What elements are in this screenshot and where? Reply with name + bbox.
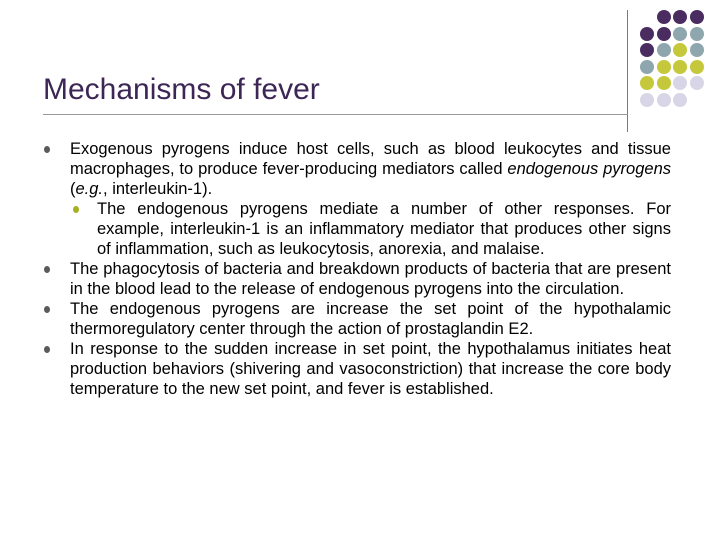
decorative-dot	[690, 60, 704, 74]
decorative-dot	[657, 93, 671, 107]
bullet-item	[43, 339, 671, 399]
decorative-dot	[657, 60, 671, 74]
decorative-dot	[657, 10, 671, 24]
dot-grid-decoration	[640, 10, 710, 110]
decorative-dot	[673, 76, 687, 90]
decorative-dot	[673, 27, 687, 41]
decorative-dot	[640, 93, 654, 107]
decorative-dot	[657, 27, 671, 41]
decorative-dot	[673, 93, 687, 107]
decorative-dot	[657, 43, 671, 57]
bullet-dot-icon	[44, 346, 50, 353]
decorative-dot	[640, 43, 654, 57]
decorative-dot	[690, 76, 704, 90]
decorative-dot	[673, 43, 687, 57]
bullet-text: In response to the sudden increase in set point, the hypothalamus initiates heat production behaviors (shivering and vasoconstriction) that increase the core body temperature to the new set point, and fever is established.	[70, 340, 671, 398]
decorative-dot	[690, 27, 704, 41]
title-underline	[43, 114, 628, 115]
bullet-dot-icon	[44, 266, 50, 273]
decorative-dot	[640, 76, 654, 90]
bullet-dot-icon	[44, 146, 50, 153]
bullet-text: Exogenous pyrogens induce host cells, such as blood leukocytes and tissue macrophages, to produce fever-producing mediators called endogenous pyrogens (e.g., interleukin-1).	[70, 140, 671, 198]
decorative-dot	[690, 43, 704, 57]
decorative-dot	[673, 10, 687, 24]
bullet-item	[43, 139, 671, 259]
sub-bullet-list	[70, 199, 671, 259]
sub-bullet-text: The endogenous pyrogens mediate a number of other responses. For example, interleukin-1 is an inflammatory mediator that produces other signs of inflammation, such as leukocytosis, anorexia, and malaise.	[97, 200, 671, 258]
decorative-dot	[640, 27, 654, 41]
bullet-text: The phagocytosis of bacteria and breakdown products of bacteria that are present in the blood lead to the release of endogenous pyrogens into the circulation.	[70, 260, 671, 298]
decorative-dot	[657, 76, 671, 90]
sub-bullet-item	[70, 199, 671, 259]
bullet-dot-icon	[44, 306, 50, 313]
decorative-dot	[690, 10, 704, 24]
decorative-dot	[640, 60, 654, 74]
sub-bullet-dot-icon	[73, 206, 79, 213]
bullet-list	[43, 139, 671, 399]
slide-title: Mechanisms of fever	[43, 73, 320, 106]
bullet-item	[43, 299, 671, 339]
bullet-text: The endogenous pyrogens are increase the set point of the hypothalamic thermoregulatory center through the action of prostaglandin E2.	[70, 300, 671, 338]
bullet-item	[43, 259, 671, 299]
decorative-dot	[673, 60, 687, 74]
